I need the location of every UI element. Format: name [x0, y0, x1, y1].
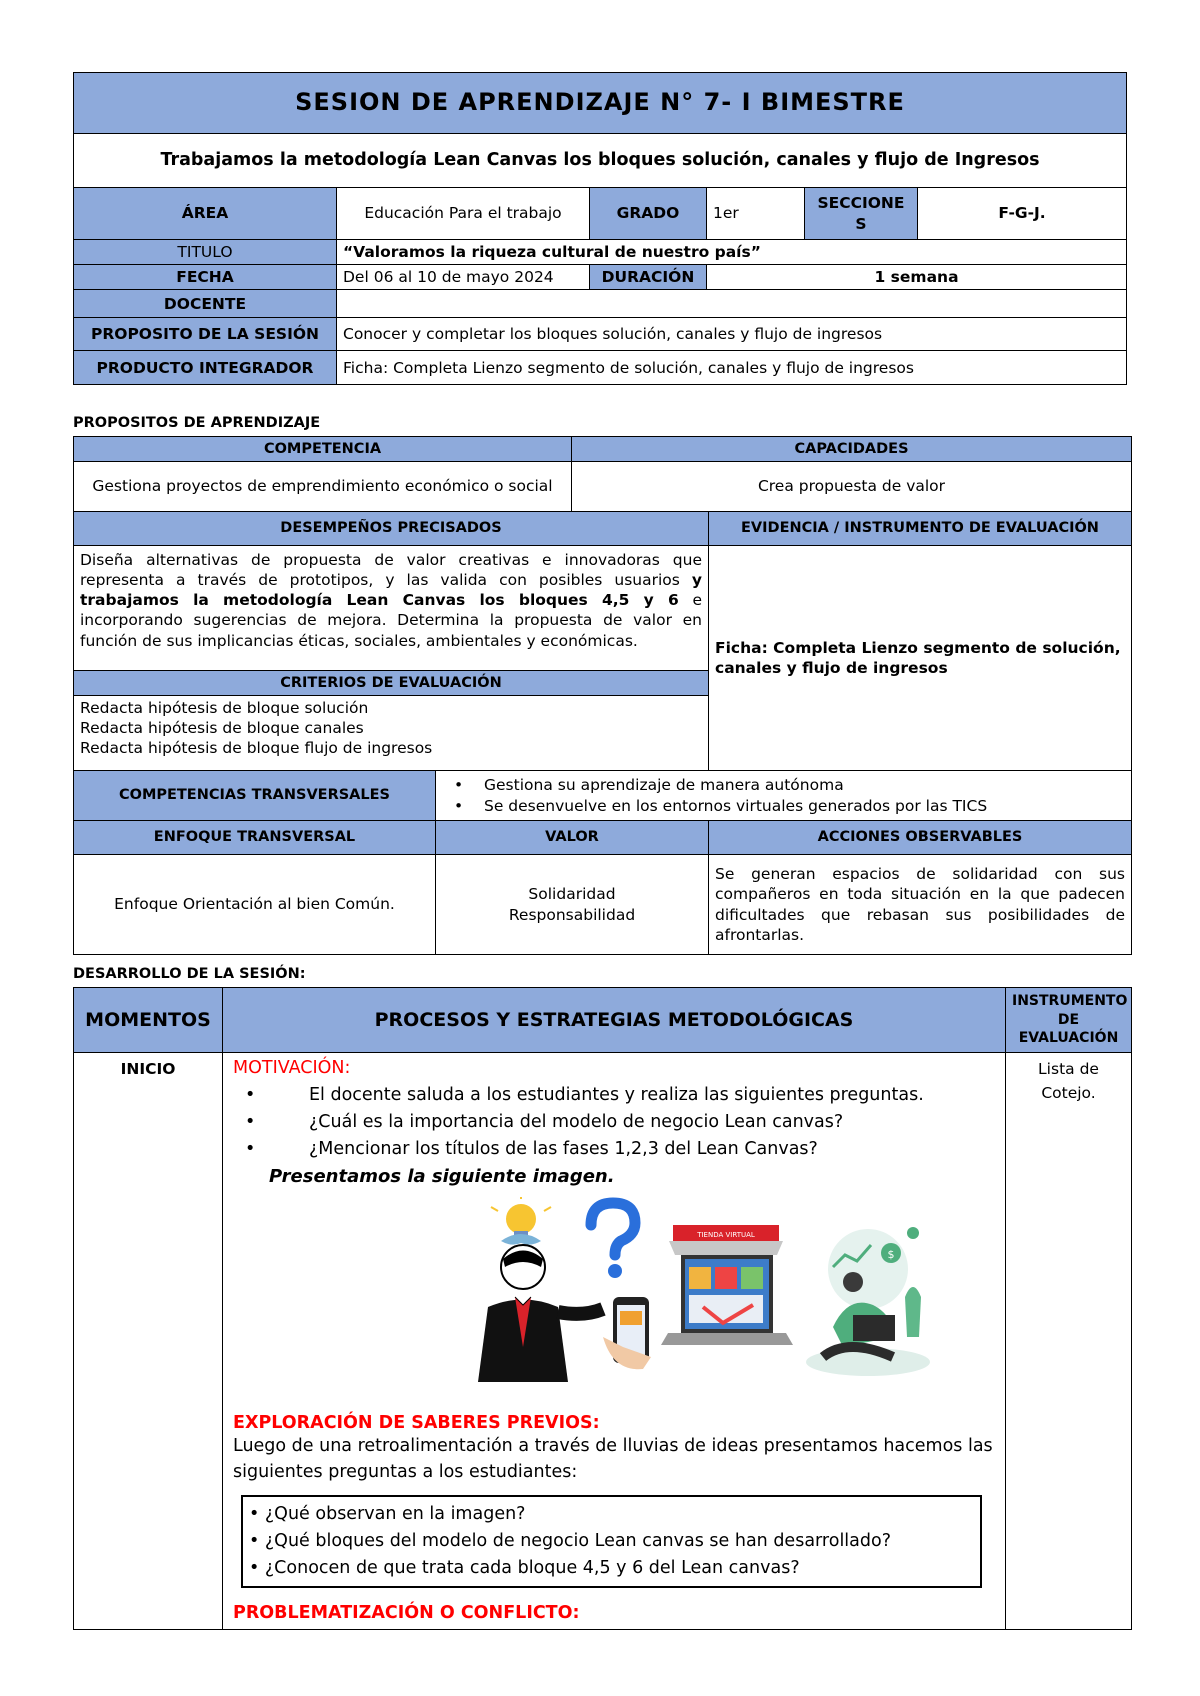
session-title: SESION DE APRENDIZAJE N° 7- I BIMESTRE: [74, 73, 1127, 134]
motivacion-item: • ¿Mencionar los títulos de las fases 1,2,3 del Lean Canvas?: [233, 1136, 995, 1163]
titulo-label: TITULO: [74, 240, 337, 265]
secciones-value: F-G-J.: [918, 188, 1127, 240]
fecha-value: Del 06 al 10 de mayo 2024: [337, 265, 590, 290]
grado-value: 1er: [707, 188, 805, 240]
criterios-list: [74, 696, 709, 771]
transversales-list: [436, 771, 1132, 821]
online-store-icon: [661, 1225, 793, 1345]
smartphone-icon: [603, 1297, 651, 1369]
criterio-item: Redacta hipótesis de bloque solución: [80, 699, 369, 717]
valor-header: VALOR: [436, 821, 709, 855]
docente-label: DOCENTE: [74, 290, 337, 318]
competencia-value: Gestiona proyectos de emprendimiento económico o social: [74, 462, 572, 512]
fecha-label: FECHA: [74, 265, 337, 290]
duracion-value: 1 semana: [707, 265, 1127, 290]
transversales-header: COMPETENCIAS TRANSVERSALES: [74, 771, 436, 821]
lean-canvas-illustration: [473, 1197, 943, 1382]
criterio-item: Redacta hipótesis de bloque canales: [80, 719, 364, 738]
acciones-value: Se generan espacios de solidaridad con sus compañeros en toda situación en la que padecen dificultades que rebasan sus posibilidades de afrontarlas.: [709, 855, 1132, 955]
secciones-label: SECCIONE S: [805, 188, 918, 240]
area-value: Educación Para el trabajo: [337, 188, 590, 240]
momento-inicio: INICIO: [74, 1053, 223, 1630]
propositos-table: [73, 436, 1132, 955]
instrumento-header: INSTRUMENTO DE EVALUACIÓN: [1006, 988, 1132, 1053]
valor-value: Solidaridad Responsabilidad: [436, 855, 709, 955]
enfoque-value: Enfoque Orientación al bien Común.: [74, 855, 436, 955]
enfoque-header: ENFOQUE TRANSVERSAL: [74, 821, 436, 855]
acciones-header: ACCIONES OBSERVABLES: [709, 821, 1132, 855]
proposito-value: Conocer y completar los bloques solución, canales y flujo de ingresos: [337, 318, 1127, 351]
desarrollo-table: [73, 987, 1132, 1630]
capacidades-value: Crea propuesta de valor: [572, 462, 1132, 512]
presentamos-text: Presentamos la siguiente imagen.: [269, 1166, 615, 1188]
question-mark-icon: [591, 1203, 635, 1278]
competencia-header: COMPETENCIA: [74, 437, 572, 462]
titulo-value: “Valoramos la riqueza cultural de nuestro país”: [337, 240, 1127, 265]
motivacion-item: • El docente saluda a los estudiantes y realiza las siguientes preguntas.: [233, 1082, 995, 1109]
area-label: ÁREA: [74, 188, 337, 240]
remote-worker-icon: [806, 1227, 930, 1376]
exploracion-text: Luego de una retroalimentación a través de lluvias de ideas presentamos hacemos las siguientes preguntas a los estudiantes:: [233, 1436, 993, 1482]
transversal-item: • Se desenvuelve en los entornos virtuales generados por las TICS: [442, 796, 1125, 816]
grado-label: GRADO: [590, 188, 707, 240]
momentos-header: MOMENTOS: [74, 988, 223, 1053]
capacidades-header: CAPACIDADES: [572, 437, 1132, 462]
pregunta-item: • ¿Qué observan en la imagen?: [249, 1504, 526, 1525]
criterios-header: CRITERIOS DE EVALUACIÓN: [74, 671, 709, 696]
docente-value: [337, 290, 1127, 318]
duracion-label: DURACIÓN: [590, 265, 707, 290]
propositos-section-title: PROPOSITOS DE APRENDIZAJE: [73, 415, 321, 431]
evidencia-value: Ficha: Completa Lienzo segmento de solución, canales y flujo de ingresos: [709, 546, 1132, 771]
problematizacion-title: PROBLEMATIZACIÓN O CONFLICTO:: [233, 1603, 580, 1624]
pregunta-item: • ¿Conocen de que trata cada bloque 4,5 y 6 del Lean canvas?: [249, 1558, 800, 1579]
proposito-label: PROPOSITO DE LA SESIÓN: [74, 318, 337, 351]
criterio-item: Redacta hipótesis de bloque flujo de ingresos: [80, 739, 433, 758]
desarrollo-section-title: DESARROLLO DE LA SESIÓN:: [73, 966, 306, 982]
svg-text:TIENDA VIRTUAL: TIENDA VIRTUAL: [697, 1230, 755, 1239]
lightbulb-icon: [491, 1197, 551, 1245]
businessman-icon: [478, 1245, 603, 1382]
motivacion-item: • ¿Cuál es la importancia del modelo de negocio Lean canvas?: [233, 1109, 995, 1136]
instrumento-value: Lista de Cotejo.: [1006, 1053, 1132, 1630]
session-header-table: [73, 72, 1127, 385]
procesos-content: [223, 1053, 1006, 1630]
producto-label: PRODUCTO INTEGRADOR: [74, 351, 337, 385]
pregunta-item: • ¿Qué bloques del modelo de negocio Lean canvas se han desarrollado?: [249, 1531, 891, 1552]
svg-text:$: $: [887, 1247, 895, 1261]
evidencia-header: EVIDENCIA / INSTRUMENTO DE EVALUACIÓN: [709, 512, 1132, 546]
desempenos-header: DESEMPEÑOS PRECISADOS: [74, 512, 709, 546]
procesos-header: PROCESOS Y ESTRATEGIAS METODOLÓGICAS: [223, 988, 1006, 1053]
motivacion-title: MOTIVACIÓN:: [233, 1058, 351, 1078]
session-subtitle: Trabajamos la metodología Lean Canvas los bloques solución, canales y flujo de Ingresos: [74, 134, 1127, 188]
exploracion-title: EXPLORACIÓN DE SABERES PREVIOS:: [233, 1412, 600, 1433]
transversal-item: • Gestiona su aprendizaje de manera autónoma: [442, 775, 1125, 795]
producto-value: Ficha: Completa Lienzo segmento de solución, canales y flujo de ingresos: [337, 351, 1127, 385]
preguntas-box: [241, 1495, 982, 1588]
desempeno-text: Diseña alternativas de propuesta de valor creativas e innovadoras que representa a través de prototipos, y las valida con posibles usuarios y trabajamos la metodología Lean Canvas los bloques 4,5 y 6 e incorporando sugerencias de mejora. Determina la propuesta de valor en función de sus implicancias éticas, sociales, ambientales y económicas.: [74, 546, 709, 671]
